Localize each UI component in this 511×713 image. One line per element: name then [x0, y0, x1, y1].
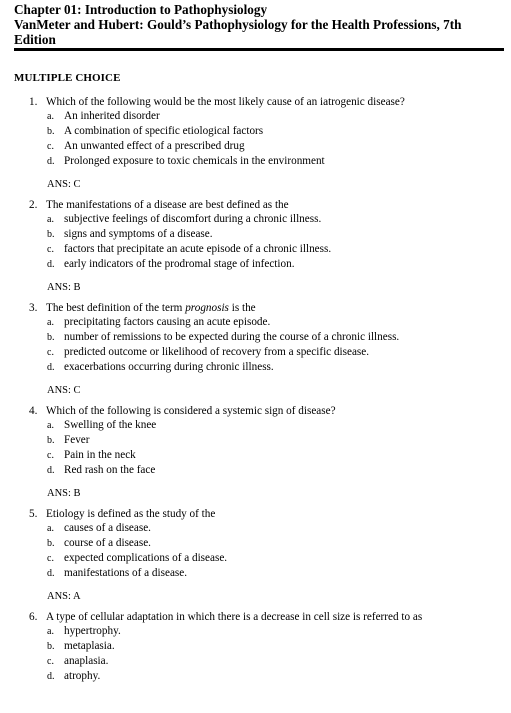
- choice-letter: b.: [47, 229, 55, 240]
- choice-letter: a.: [47, 317, 54, 328]
- choice-letter: b.: [47, 641, 55, 652]
- choice-text: causes of a disease.: [64, 522, 151, 534]
- section-title: MULTIPLE CHOICE: [14, 72, 121, 84]
- choice-a: [47, 521, 227, 536]
- choice-d: [47, 360, 399, 375]
- choice-text: subjective feelings of discomfort during a chronic illness.: [64, 213, 322, 225]
- choice-a: [47, 624, 121, 639]
- choice-text: predicted outcome or likelihood of recovery from a specific disease.: [64, 346, 370, 358]
- question-stem: [29, 507, 215, 521]
- choice-c: [47, 242, 331, 257]
- choice-d: [47, 566, 227, 581]
- choice-text: exacerbations occurring during chronic illness.: [64, 361, 274, 373]
- choice-letter: c.: [47, 656, 54, 667]
- choice-letter: c.: [47, 553, 54, 564]
- choice-text: A combination of specific etiological factors: [64, 125, 264, 137]
- choice-text: factors that precipitate an acute episode of a chronic illness.: [64, 243, 332, 255]
- choice-letter: a.: [47, 523, 54, 534]
- choice-text: Fever: [64, 434, 90, 446]
- question-text: The best definition of the term: [46, 302, 186, 314]
- answer-choices: [47, 624, 121, 684]
- question-1: [0, 95, 511, 198]
- choice-text: early indicators of the prodromal stage of infection.: [64, 258, 295, 270]
- choice-d: [47, 463, 156, 478]
- choice-b: [47, 330, 399, 345]
- choice-a: [47, 315, 399, 330]
- choice-d: [47, 669, 121, 684]
- question-text: Which of the following is considered a systemic sign of disease?: [46, 405, 336, 417]
- choice-text: metaplasia.: [64, 640, 115, 652]
- choice-text: An inherited disorder: [64, 110, 160, 122]
- choice-text: anaplasia.: [64, 655, 109, 667]
- choice-text: atrophy.: [64, 670, 101, 682]
- question-5: [0, 507, 511, 610]
- choice-letter: d.: [47, 362, 55, 373]
- choice-text: precipitating factors causing an acute episode.: [64, 316, 271, 328]
- question-number: 2.: [29, 199, 38, 211]
- choice-a: [47, 418, 156, 433]
- question-stem: [29, 198, 289, 212]
- choice-letter: b.: [47, 538, 55, 549]
- choice-letter: c.: [47, 450, 54, 461]
- book-title: VanMeter and Hubert: Gould’s Pathophysiology for the Health Professions, 7th: [14, 17, 462, 32]
- choice-letter: a.: [47, 111, 54, 122]
- choice-letter: b.: [47, 435, 55, 446]
- choice-letter: a.: [47, 214, 54, 225]
- choice-c: [47, 448, 156, 463]
- choice-d: [47, 154, 325, 169]
- question-number: 4.: [29, 405, 38, 417]
- choice-text: number of remissions to be expected during the course of a chronic illness.: [64, 331, 400, 343]
- choice-letter: b.: [47, 332, 55, 343]
- choice-c: [47, 654, 121, 669]
- choice-d: [47, 257, 331, 272]
- choice-letter: d.: [47, 156, 55, 167]
- choice-b: [47, 227, 331, 242]
- answer-key: ANS: B: [47, 488, 81, 499]
- choice-letter: c.: [47, 347, 54, 358]
- answer-key: ANS: B: [47, 282, 81, 293]
- answer-choices: [47, 521, 227, 581]
- question-text: Which of the following would be the most likely cause of an iatrogenic disease?: [46, 96, 405, 108]
- choice-letter: a.: [47, 626, 54, 637]
- choice-b: [47, 536, 227, 551]
- question-number: 3.: [29, 302, 38, 314]
- question-term: prognosis: [185, 302, 229, 314]
- question-3: [0, 301, 511, 404]
- question-number: 1.: [29, 96, 38, 108]
- choice-a: [47, 109, 325, 124]
- choice-text: Prolonged exposure to toxic chemicals in the environment: [64, 155, 325, 167]
- answer-choices: [47, 212, 331, 272]
- chapter-title: Chapter 01: Introduction to Pathophysiology: [14, 2, 268, 17]
- choice-text: Pain in the neck: [64, 449, 136, 461]
- question-text: The manifestations of a disease are best defined as the: [46, 199, 289, 211]
- question-stem: [29, 610, 422, 624]
- choice-c: [47, 139, 325, 154]
- question-stem: [29, 404, 336, 418]
- answer-key: ANS: C: [47, 385, 81, 396]
- choice-text: signs and symptoms of a disease.: [64, 228, 213, 240]
- choice-letter: d.: [47, 465, 55, 476]
- choice-c: [47, 345, 399, 360]
- header-divider: [14, 48, 504, 51]
- question-4: [0, 404, 511, 507]
- choice-letter: c.: [47, 141, 54, 152]
- choice-letter: b.: [47, 126, 55, 137]
- document-header: [14, 2, 504, 47]
- choice-text: expected complications of a disease.: [64, 552, 228, 564]
- choice-b: [47, 124, 325, 139]
- choice-text: Red rash on the face: [64, 464, 156, 476]
- choice-text: course of a disease.: [64, 537, 151, 549]
- choice-b: [47, 433, 156, 448]
- choice-text: Swelling of the knee: [64, 419, 157, 431]
- question-text: A type of cellular adaptation in which there is a decrease in cell size is referred to as: [46, 611, 423, 623]
- choice-text: hypertrophy.: [64, 625, 121, 637]
- choice-letter: d.: [47, 568, 55, 579]
- answer-choices: [47, 315, 399, 375]
- question-stem: [29, 95, 405, 109]
- question-text-end: is the: [228, 302, 256, 314]
- book-edition: Edition: [14, 32, 56, 47]
- question-text: Etiology is defined as the study of the: [46, 508, 216, 520]
- answer-key: ANS: C: [47, 179, 81, 190]
- question-2: [0, 198, 511, 301]
- answer-key: ANS: A: [47, 591, 81, 602]
- choice-letter: d.: [47, 259, 55, 270]
- question-number: 5.: [29, 508, 38, 520]
- choice-letter: d.: [47, 671, 55, 682]
- answer-choices: [47, 418, 156, 478]
- question-6: [0, 610, 511, 713]
- question-stem: [29, 301, 256, 315]
- question-number: 6.: [29, 611, 38, 623]
- answer-choices: [47, 109, 325, 169]
- choice-b: [47, 639, 121, 654]
- choice-c: [47, 551, 227, 566]
- question-list: [0, 95, 511, 713]
- choice-text: An unwanted effect of a prescribed drug: [64, 140, 245, 152]
- choice-letter: a.: [47, 420, 54, 431]
- choice-a: [47, 212, 331, 227]
- choice-text: manifestations of a disease.: [64, 567, 188, 579]
- choice-letter: c.: [47, 244, 54, 255]
